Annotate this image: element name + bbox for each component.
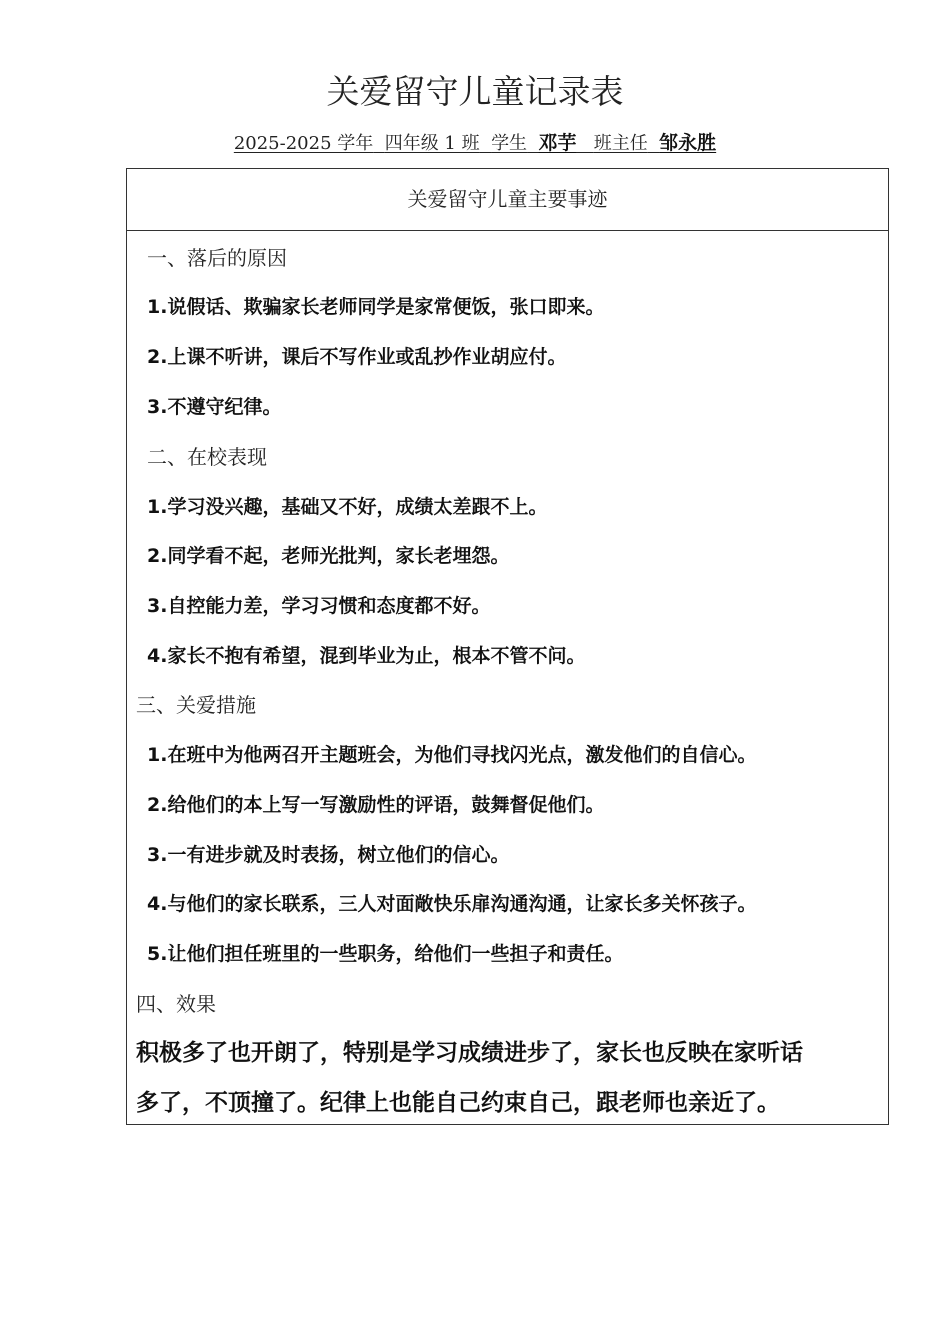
list-item: 1.说假话、欺骗家长老师同学是家常便饭，张口即来。 [147,296,605,318]
list-item: 4.与他们的家长联系，三人对面敞快乐扉沟通沟通，让家长多关怀孩子。 [147,893,757,915]
student-label: 学生 [491,133,528,154]
student-name: 邓芋 [538,132,577,154]
list-item: 1.学习没兴趣，基础又不好，成绩太差跟不上。 [147,496,548,518]
section-heading-performance: 二、在校表现 [147,445,267,469]
list-item: 2.同学看不起，老师光批判，家长老埋怨。 [147,545,510,567]
list-item: 5.让他们担任班里的一些职务，给他们一些担子和责任。 [147,943,624,965]
effect-text-line: 多了，不顶撞了。纪律上也能自己约束自己，跟老师也亲近了。 [136,1090,780,1116]
list-item: 4.家长不抱有希望，混到毕业为止，根本不管不问。 [147,645,586,667]
school-year: 2025-2025 学年 [233,133,374,154]
grade-class: 四年级 1 班 [384,133,480,154]
section-heading-reasons: 一、落后的原因 [147,246,287,270]
record-table [126,168,889,1125]
list-item: 3.一有进步就及时表扬，树立他们的信心。 [147,844,510,866]
document-title: 关爱留守儿童记录表 [326,72,624,111]
list-item: 3.不遵守纪律。 [147,396,282,418]
teacher-name: 邹永胜 [659,132,717,154]
section-heading-measures: 三、关爱措施 [136,693,256,717]
effect-text-line: 积极多了也开朗了，特别是学习成绩进步了，家长也反映在家听话 [136,1040,803,1066]
list-item: 2.上课不听讲，课后不写作业或乱抄作业胡应付。 [147,346,567,368]
list-item: 3.自控能力差，学习习惯和态度都不好。 [147,595,491,617]
section-heading-effect: 四、效果 [136,992,216,1016]
subtitle-line [0,128,950,159]
list-item: 1.在班中为他两召开主题班会，为他们寻找闪光点，激发他们的自信心。 [147,744,757,766]
teacher-label: 班主任 [593,133,648,154]
table-header: 关爱留守儿童主要事迹 [127,169,888,231]
list-item: 2.给他们的本上写一写激励性的评语，鼓舞督促他们。 [147,794,605,816]
